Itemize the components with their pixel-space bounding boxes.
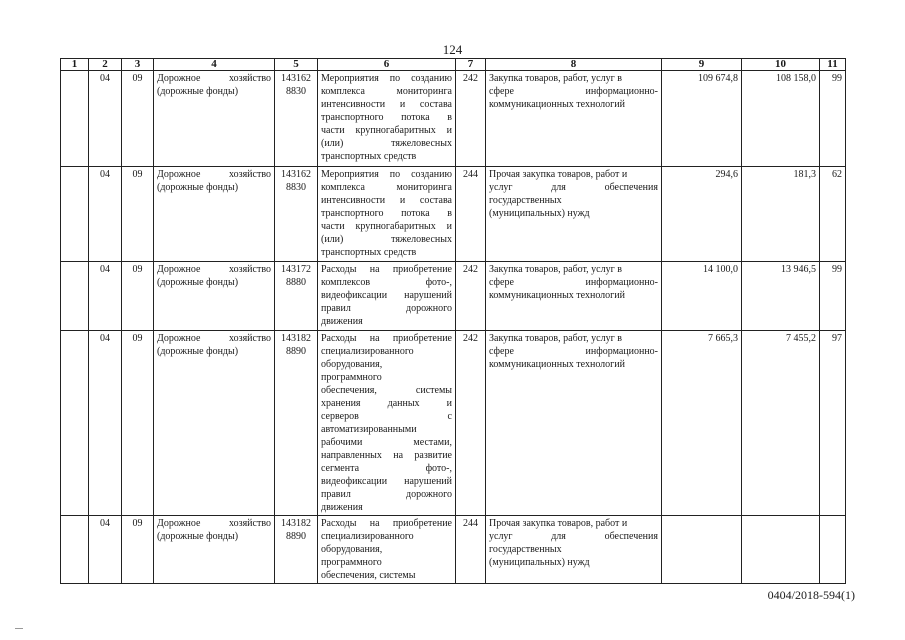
cell-line: услуг для обеспечения [489,531,658,542]
col-header-1: 1 [61,59,89,71]
cell-line: Прочая закупка товаров, работ и [489,169,628,180]
cell-c7: 244 [456,167,486,262]
cell-line: (или) тяжеловесных [321,138,452,149]
cell-line: Закупка товаров, работ, услуг в [489,264,622,275]
cell-line: правил дорожного [321,489,452,500]
cell-line: Дорожное хозяйство [157,333,271,344]
col-header-7: 7 [456,59,486,71]
cell-line: (муниципальных) нужд [489,557,590,568]
margin-mark [15,628,23,635]
cell-line: 8830 [286,182,306,193]
cell-line: Дорожное хозяйство [157,518,271,529]
table-row [61,516,846,584]
cell-line: движения [321,316,363,327]
cell-c11: 99 [820,262,846,331]
cell-c10 [742,516,820,584]
cell-line: коммуникационных технологий [489,359,625,370]
cell-line: Прочая закупка товаров, работ и [489,518,628,529]
cell-c6 [318,516,456,584]
cell-line: государственных [489,195,562,206]
budget-table [60,58,846,584]
cell-c10: 108 158,0 [742,71,820,167]
cell-line: автоматизированными [321,424,417,435]
cell-c1 [61,516,89,584]
cell-c5 [275,167,318,262]
cell-c5 [275,516,318,584]
cell-c4 [154,331,275,516]
table-header-row [61,59,846,71]
cell-line: 8890 [286,531,306,542]
table-row [61,167,846,262]
cell-line: 8890 [286,346,306,357]
col-header-9: 9 [662,59,742,71]
cell-c1 [61,167,89,262]
cell-line: 143182 [281,518,311,529]
page-number: 124 [442,42,463,57]
cell-c8 [486,167,662,262]
cell-line: (или) тяжеловесных [321,234,452,245]
col-header-11: 11 [820,59,846,71]
cell-line: 8830 [286,86,306,97]
cell-c3: 09 [122,71,154,167]
cell-line: 8880 [286,277,306,288]
cell-c4 [154,262,275,331]
cell-line: обеспечения, системы [321,570,416,581]
cell-c5 [275,71,318,167]
cell-c6 [318,331,456,516]
cell-line: 143162 [281,169,311,180]
cell-c7: 242 [456,331,486,516]
cell-line: коммуникационных технологий [489,290,625,301]
cell-line: Закупка товаров, работ, услуг в [489,333,622,344]
cell-c6 [318,71,456,167]
document-code: 0404/2018-594(1) [767,588,855,602]
cell-c3: 09 [122,167,154,262]
col-header-5: 5 [275,59,318,71]
cell-c2: 04 [89,331,122,516]
cell-line: Расходы на приобретение [321,264,452,275]
cell-c2: 04 [89,167,122,262]
cell-line: (дорожные фонды) [157,86,239,97]
col-header-3: 3 [122,59,154,71]
cell-line: 143172 [281,264,311,275]
cell-line: Дорожное хозяйство [157,73,271,84]
cell-line: оборудования, [321,544,383,555]
cell-c8 [486,71,662,167]
cell-c3: 09 [122,331,154,516]
cell-c10: 181,3 [742,167,820,262]
cell-line: комплекса мониторинга [321,86,452,97]
cell-line: Мероприятия по созданию [321,169,452,180]
cell-line: 143182 [281,333,311,344]
cell-c11 [820,516,846,584]
cell-c2: 04 [89,516,122,584]
cell-c2: 04 [89,262,122,331]
cell-c11: 62 [820,167,846,262]
cell-c3: 09 [122,262,154,331]
cell-c5 [275,331,318,516]
cell-c9: 109 674,8 [662,71,742,167]
cell-c4 [154,167,275,262]
cell-line: сегмента фото-, [321,463,452,474]
cell-line: коммуникационных технологий [489,99,625,110]
cell-line: программного [321,557,382,568]
cell-line: (дорожные фонды) [157,182,239,193]
cell-line: специализированного [321,346,414,357]
cell-c7: 242 [456,262,486,331]
cell-line: комплексов фото-, [321,277,452,288]
cell-c8 [486,516,662,584]
cell-c3: 09 [122,516,154,584]
cell-c9: 294,6 [662,167,742,262]
cell-line: транспортных средств [321,247,417,258]
cell-line: транспортных средств [321,151,417,162]
cell-line: видеофиксации нарушений [321,290,452,301]
cell-c8 [486,262,662,331]
table-row [61,331,846,516]
cell-c4 [154,71,275,167]
cell-c11: 99 [820,71,846,167]
cell-line: транспортного потока в [321,112,452,123]
cell-line: Расходы на приобретение [321,518,452,529]
cell-line: (дорожные фонды) [157,277,239,288]
cell-line: интенсивности и состава [321,99,452,110]
col-header-2: 2 [89,59,122,71]
col-header-6: 6 [318,59,456,71]
cell-c7: 244 [456,516,486,584]
cell-line: транспортного потока в [321,208,452,219]
cell-line: оборудования, [321,359,383,370]
cell-line: части крупногабаритных и [321,221,452,232]
cell-c6 [318,262,456,331]
cell-line: части крупногабаритных и [321,125,452,136]
col-header-10: 10 [742,59,820,71]
table-row [61,262,846,331]
cell-line: специализированного [321,531,414,542]
cell-c5 [275,262,318,331]
cell-c10: 7 455,2 [742,331,820,516]
table-row [61,71,846,167]
cell-line: Расходы на приобретение [321,333,452,344]
table-body [61,71,846,584]
cell-line: услуг для обеспечения [489,182,658,193]
cell-c6 [318,167,456,262]
col-header-8: 8 [486,59,662,71]
cell-line: программного [321,372,382,383]
cell-line: направленных на развитие [321,450,452,461]
cell-line: обеспечения, системы [321,385,452,396]
cell-c1 [61,71,89,167]
cell-line: сфере информационно- [489,277,658,288]
cell-line: рабочими местами, [321,437,452,448]
cell-line: серверов с [321,411,452,422]
cell-c11: 97 [820,331,846,516]
cell-line: сфере информационно- [489,86,658,97]
cell-line: комплекса мониторинга [321,182,452,193]
cell-c7: 242 [456,71,486,167]
cell-c9: 7 665,3 [662,331,742,516]
cell-c2: 04 [89,71,122,167]
cell-c1 [61,262,89,331]
cell-c9 [662,516,742,584]
cell-line: (дорожные фонды) [157,346,239,357]
cell-line: правил дорожного [321,303,452,314]
cell-line: интенсивности и состава [321,195,452,206]
cell-line: (дорожные фонды) [157,531,239,542]
cell-line: Закупка товаров, работ, услуг в [489,73,622,84]
cell-line: хранения данных и [321,398,452,409]
cell-line: Мероприятия по созданию [321,73,452,84]
cell-line: движения [321,502,363,513]
cell-c10: 13 946,5 [742,262,820,331]
cell-c9: 14 100,0 [662,262,742,331]
cell-line: видеофиксации нарушений [321,476,452,487]
cell-line: Дорожное хозяйство [157,169,271,180]
cell-c1 [61,331,89,516]
cell-c8 [486,331,662,516]
col-header-4: 4 [154,59,275,71]
cell-c4 [154,516,275,584]
cell-line: Дорожное хозяйство [157,264,271,275]
cell-line: сфере информационно- [489,346,658,357]
cell-line: (муниципальных) нужд [489,208,590,219]
cell-line: государственных [489,544,562,555]
cell-line: 143162 [281,73,311,84]
